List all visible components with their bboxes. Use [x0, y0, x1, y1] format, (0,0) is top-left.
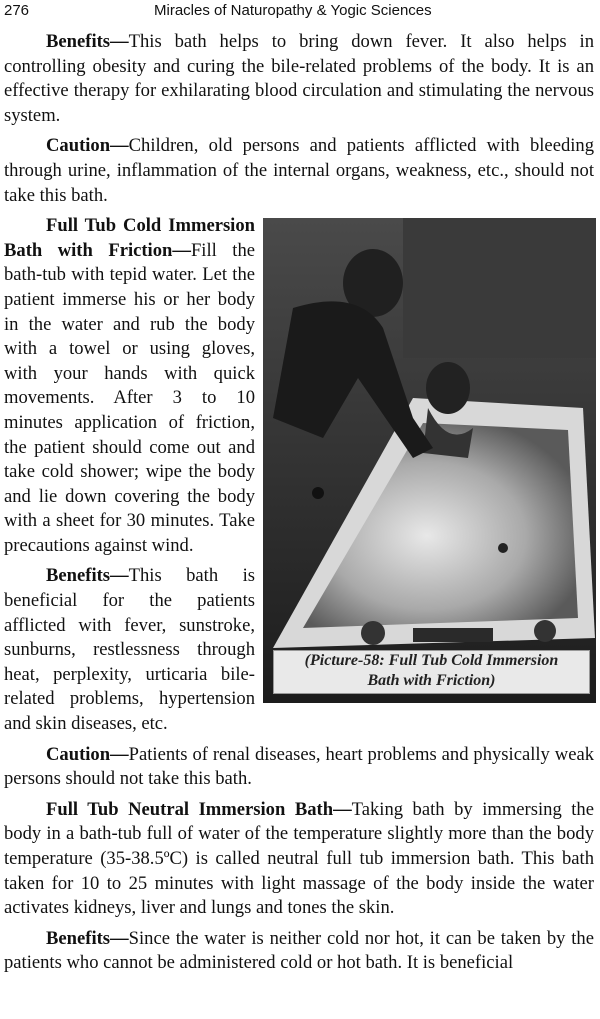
paragraph-full-tub-neutral-immersion	[4, 798, 594, 921]
paragraph-benefits-3	[4, 927, 594, 976]
caption-line-1: (Picture-58: Full Tub Cold Immersion	[304, 652, 559, 670]
caption-line-2: Bath with Friction)	[367, 672, 496, 690]
paragraph-heading: Full Tub Cold Immersion Bath with Friction—	[4, 215, 255, 261]
paragraph-text: Fill the bath-tub with tepid water. Let the patient immerse his or her body in the water and rub the body with a towel or using gloves, with your hands with quick movements. After 3 to 10 minutes application of friction, the patient should come out and take cold shower; wipe the body and lie down covering the body with a sheet for 30 minutes. Take precautions against wind.	[4, 239, 255, 556]
page-number: 276	[4, 2, 30, 19]
paragraph-benefits-1	[4, 30, 594, 128]
page-body	[4, 30, 594, 982]
paragraph-heading: Full Tub Neutral Immersion Bath—	[46, 798, 352, 820]
figure-picture-58	[263, 218, 596, 704]
figure-caption	[273, 650, 590, 694]
page-header	[4, 2, 594, 20]
paragraph-heading: Caution—	[46, 135, 129, 157]
paragraph-caution-2	[4, 743, 594, 792]
bath-photo	[263, 218, 596, 703]
paragraph-text: Taking bath by immersing the body in a bath-tub full of water of the temperature slightly more than the body temperature (35-38.5ºC) is called neutral full tub immersion bath. This bath taken for 10 to 25 minutes with light massage of the body inside the water activates kidneys, liver and lungs and tones the skin.	[4, 798, 594, 919]
paragraph-text: This bath helps to bring down fever. It also helps in controlling obesity and curing the bile-related problems of the body. It is an effective therapy for exhilarating blood circulation and stimulating the nervous system.	[4, 31, 594, 126]
paragraph-text: Since the water is neither cold nor hot, it can be taken by the patients who cannot be administered cold or hot bath. It is beneficial	[4, 927, 594, 974]
running-title: Miracles of Naturopathy & Yogic Sciences	[154, 2, 432, 19]
paragraph-heading: Caution—	[46, 743, 129, 765]
paragraph-heading: Benefits—	[46, 31, 129, 52]
paragraph-heading: Benefits—	[46, 565, 129, 587]
paragraph-text: This bath is beneficial for the patients afflicted with fever, sunstroke, sunburns, restlessness through heat, perplexity, urticaria bile-related problems, hypertension and skin diseases, etc.	[4, 565, 255, 735]
paragraph-text: Children, old persons and patients afflicted with bleeding through urine, inflammation of the internal organs, weakness, etc., should not take this bath.	[4, 135, 594, 206]
paragraph-text: Patients of renal diseases, heart problems and physically weak persons should not take this bath.	[4, 743, 594, 790]
paragraph-heading: Benefits—	[46, 927, 129, 949]
paragraph-caution-1	[4, 134, 594, 208]
